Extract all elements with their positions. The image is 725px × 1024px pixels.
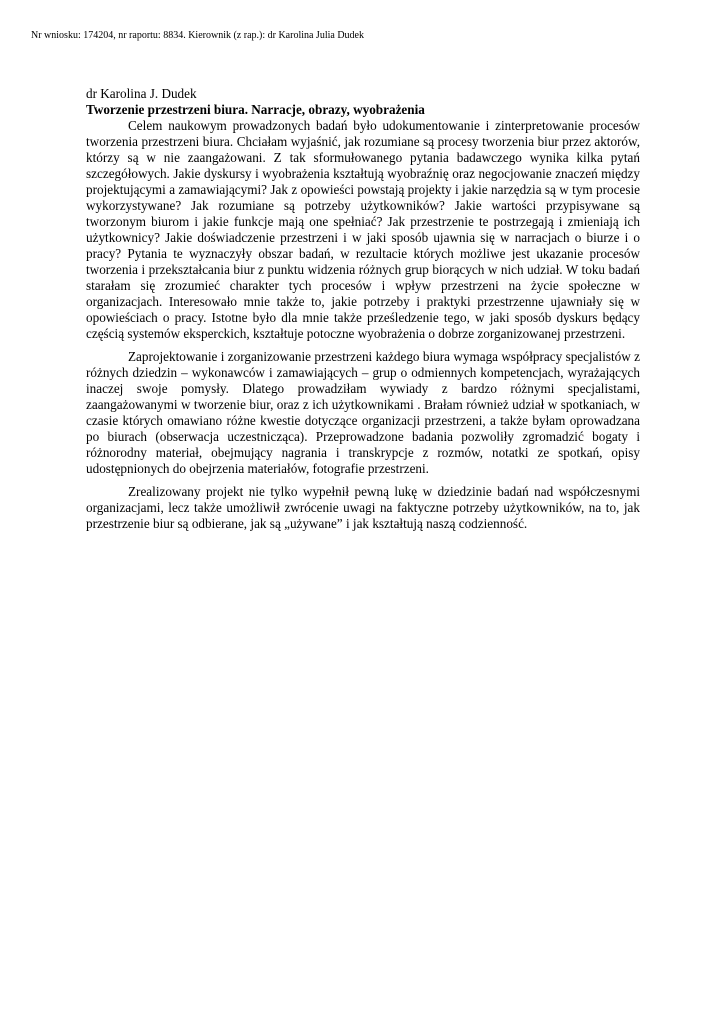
author-name: dr Karolina J. Dudek (86, 86, 197, 101)
document-body (86, 86, 640, 532)
document-title: Tworzenie przestrzeni biura. Narracje, obrazy, wyobrażenia (86, 102, 425, 117)
paragraph-2: Zaprojektowanie i zorganizowanie przestrzeni każdego biura wymaga współpracy specjalistów z różnych dziedzin – wykonawców i zamawiających – grup o odmiennych kompetencjach, wyrażających inaczej swoje pomysły. Dlatego prowadziłam wywiady z bardzo różnymi specjalistami, zaangażowanymi w tworzenie biur, oraz z ich użytkownikami . Brałam również udział w spotkaniach, w czasie których omawiano różne kwestie dotyczące organizacji przestrzeni, a także byłam oprowadzana po biurach (obserwacja uczestnicząca). Przeprowadzone badania pozwoliły zgromadzić bogaty i różnorodny materiał, obejmujący nagrania i transkrypcje z rozmów, notatki ze spotkań, opisy udostępnionych do obejrzenia materiałów, fotografie przestrzeni. (86, 349, 640, 476)
paragraph-3: Zrealizowany projekt nie tylko wypełnił pewną lukę w dziedzinie badań nad współczesnymi organizacjami, lecz także umożliwił zwrócenie uwagi na faktyczne potrzeby użytkowników, na to, jak przestrzenie biur są odbierane, jak są „używane” i jak kształtują naszą codzienność. (86, 484, 640, 531)
page-header: Nr wniosku: 174204, nr raportu: 8834. Kierownik (z rap.): dr Karolina Julia Dudek (31, 30, 364, 41)
paragraph-1: Celem naukowym prowadzonych badań było udokumentowanie i zinterpretowanie procesów tworzenia przestrzeni biura. Chciałam wyjaśnić, jak rozumiane są procesy tworzenia biur przez aktorów, którzy są w nie zaangażowani. Z tak sformułowanego pytania badawczego wynika kilka pytań szczegółowych. Jakie dyskursy i wyobrażenia kształtują wyobraźnię oraz negocjowanie znaczeń między projektującymi a zamawiającymi? Jak z opowieści powstają projekty i jakie narzędzia są w tym procesie wykorzystywane? Jak rozumiane są potrzeby użytkowników? Jakie wartości przypisywane są tworzonym biurom i jakie funkcje mają one spełniać? Jak przestrzenie te postrzegają i zmieniają ich użytkownicy? Jakie doświadczenie przestrzeni i w jaki sposób ujawnia się w narracjach o biurze i o pracy? Pytania te wyznaczyły obszar badań, w rezultacie których możliwe jest ukazanie procesów tworzenia i przekształcania biur z punktu widzenia różnych grup biorących w nich udział. W toku badań starałam się zrozumieć charakter tych procesów i wpływ przestrzeni na życie społeczne w organizacjach. Interesowało mnie także to, jakie potrzeby i praktyki przestrzenne ujawniały się w opowieściach o pracy. Istotne było dla mnie także prześledzenie tego, w jaki sposób dyskurs będący częścią systemów eksperckich, kształtuje potoczne wyobrażenia o dobrze zorganizowanej przestrzeni. (86, 118, 640, 341)
